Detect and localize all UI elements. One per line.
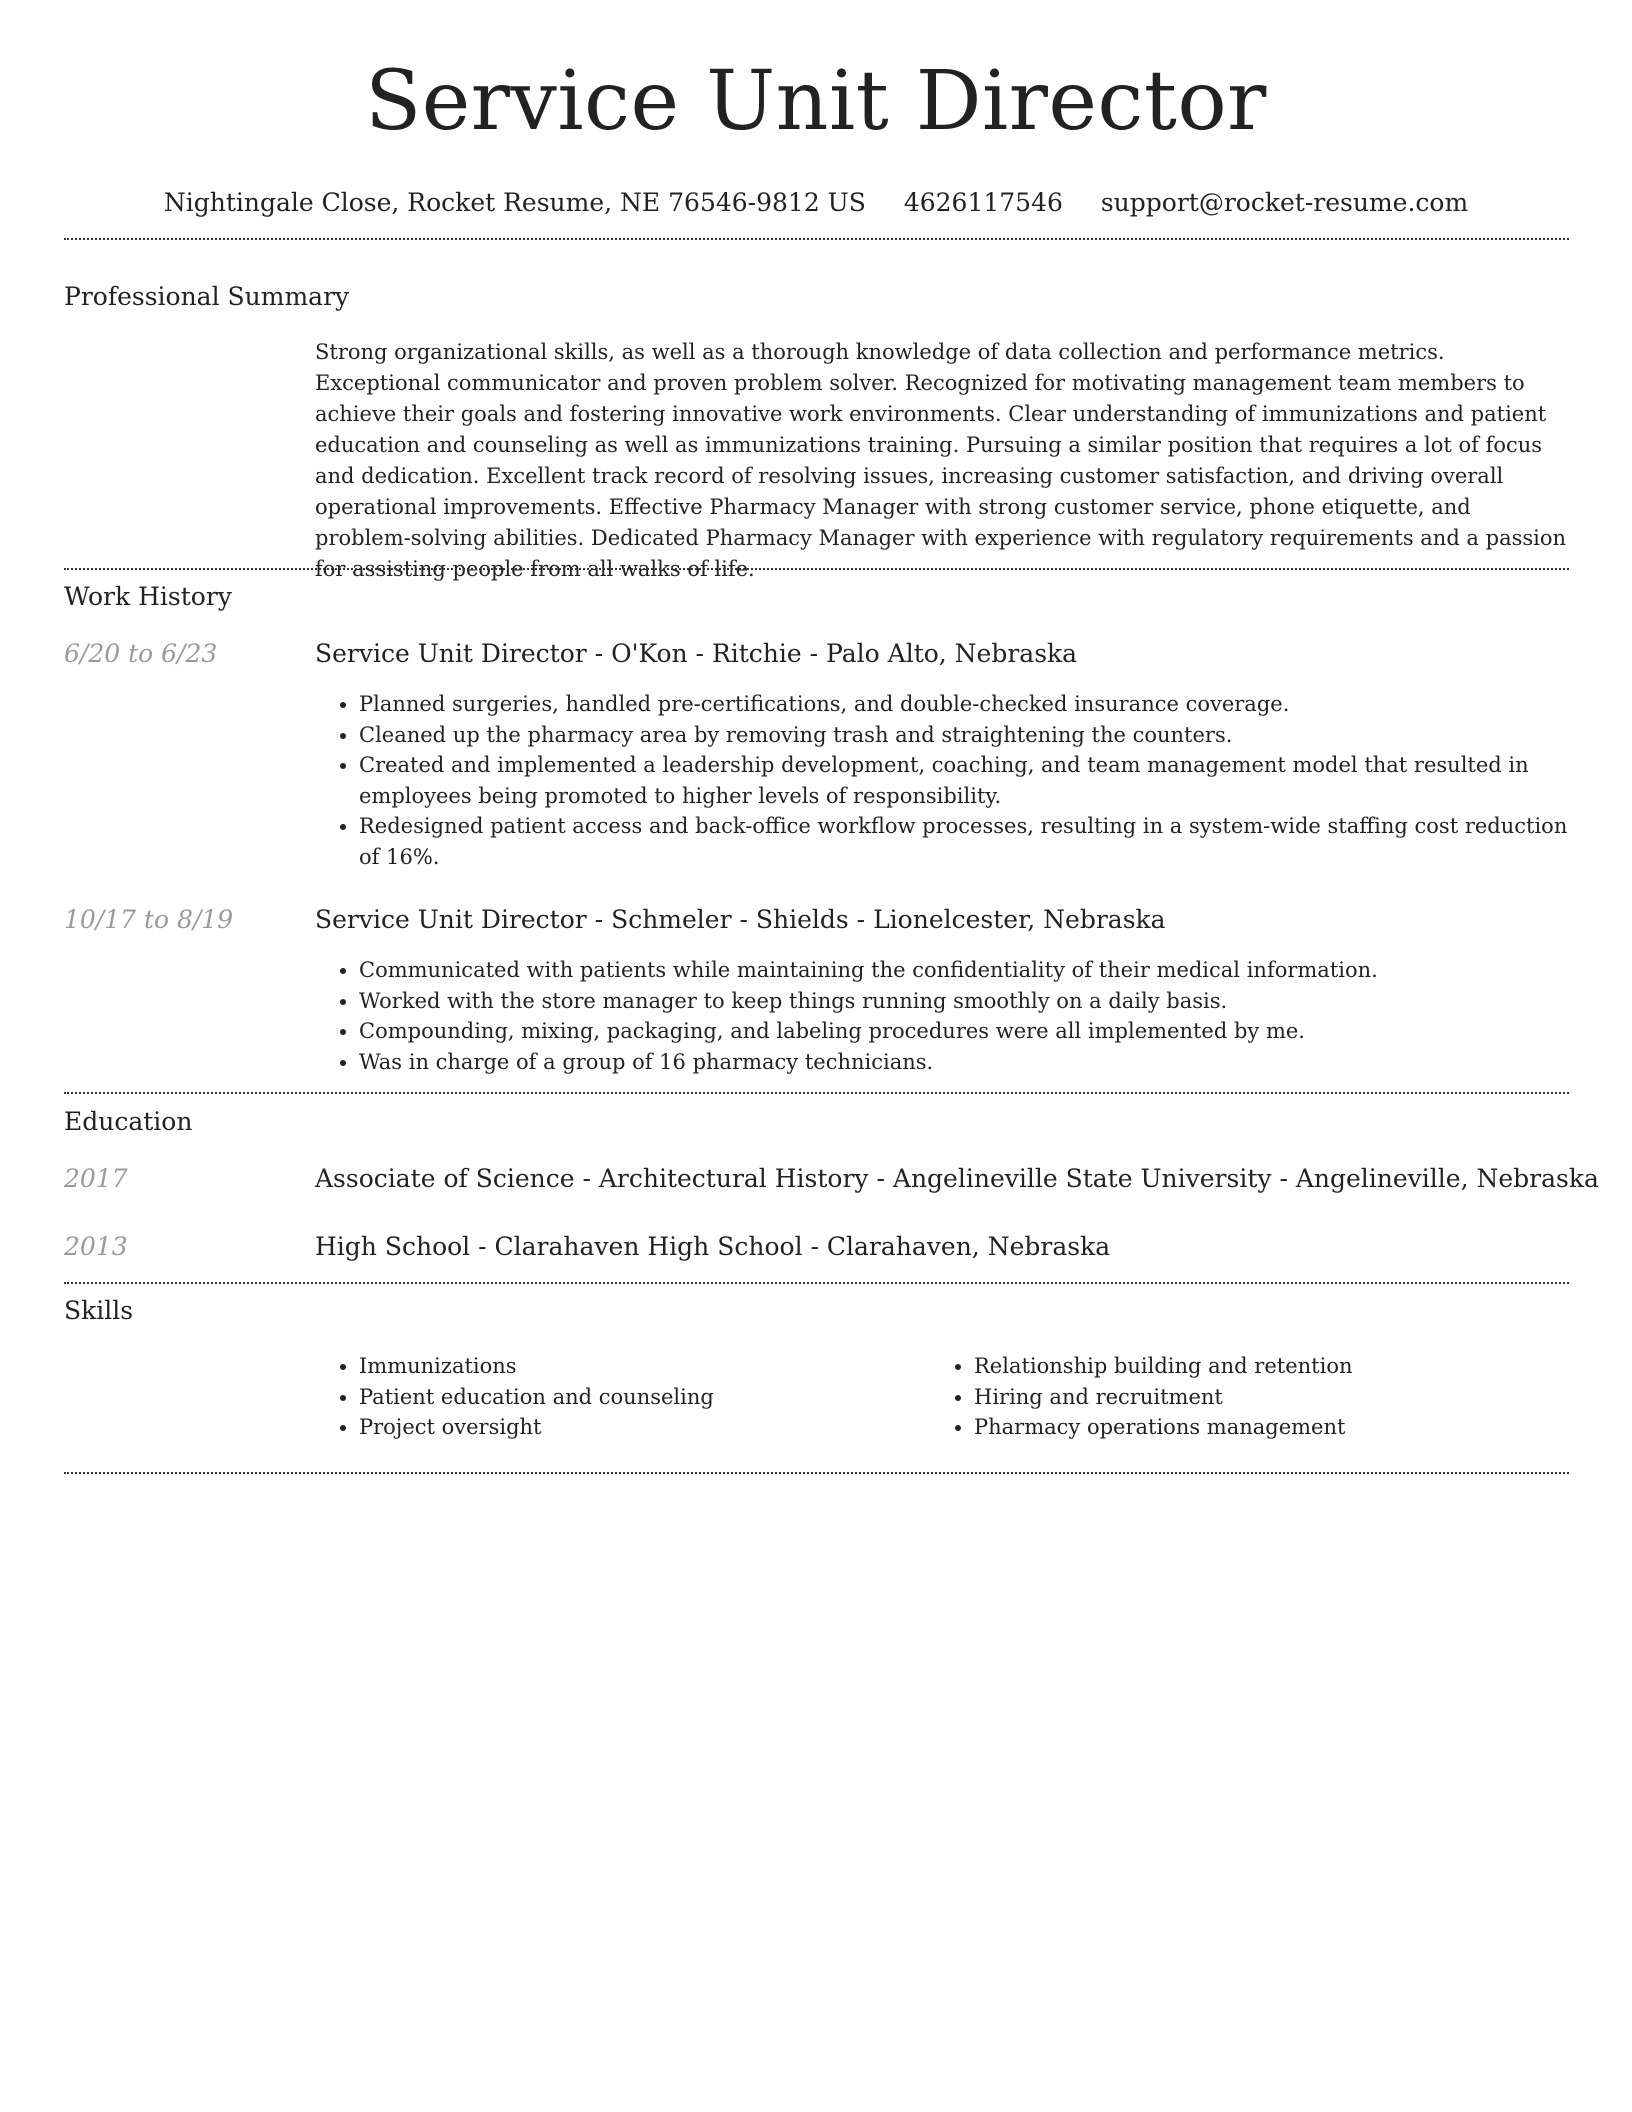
education-details: - Angelineville State University - Angelineville, Nebraska bbox=[868, 1164, 1599, 1193]
education-title bbox=[315, 1232, 1110, 1262]
education-degree: High School bbox=[315, 1232, 471, 1261]
list-item: • Compounding, mixing, packaging, and labeling procedures were all implemented by me. bbox=[359, 1016, 1569, 1047]
job-details: - O'Kon - Ritchie - Palo Alto, Nebraska bbox=[586, 639, 1078, 668]
divider bbox=[64, 1092, 1569, 1094]
skill-item: • Project oversight bbox=[359, 1412, 974, 1443]
list-item: • Redesigned patient access and back-office workflow processes, resulting in a system-wide staffing cost reduction of 16%. bbox=[359, 811, 1569, 872]
list-item: • Worked with the store manager to keep things running smoothly on a daily basis. bbox=[359, 986, 1569, 1017]
list-item: • Was in charge of a group of 16 pharmacy technicians. bbox=[359, 1047, 1569, 1078]
contact-line bbox=[0, 188, 1632, 218]
job-dates: 10/17 to 8/19 bbox=[64, 905, 234, 934]
job-bullets bbox=[315, 689, 1569, 872]
contact-address: Nightingale Close, Rocket Resume, NE 76546-9812 US bbox=[163, 188, 866, 217]
education-details: - Clarahaven High School - Clarahaven, Nebraska bbox=[470, 1232, 1111, 1261]
section-title-summary: Professional Summary bbox=[64, 282, 350, 311]
education-year: 2013 bbox=[64, 1232, 128, 1261]
section-title-education: Education bbox=[64, 1107, 193, 1136]
job-dates: 6/20 to 6/23 bbox=[64, 639, 218, 668]
skill-item: • Pharmacy operations management bbox=[974, 1412, 1574, 1443]
skills-list-right bbox=[930, 1351, 1574, 1443]
candidate-name: Service Unit Director bbox=[365, 54, 1267, 149]
divider bbox=[64, 238, 1569, 240]
list-item: • Created and implemented a leadership development, coaching, and team management model that resulted in employees being promoted to higher levels of responsibility. bbox=[359, 750, 1569, 811]
divider bbox=[64, 1472, 1569, 1474]
contact-email: support@rocket-resume.com bbox=[1100, 188, 1469, 217]
divider bbox=[64, 1282, 1569, 1284]
contact-phone: 4626117546 bbox=[903, 188, 1063, 217]
list-item: • Planned surgeries, handled pre-certifications, and double-checked insurance coverage. bbox=[359, 689, 1569, 720]
education-year: 2017 bbox=[64, 1164, 128, 1193]
job-title bbox=[315, 905, 1166, 935]
job-title bbox=[315, 639, 1077, 669]
job-details: - Schmeler - Shields - Lionelcester, Nebraska bbox=[586, 905, 1166, 934]
summary-text: Strong organizational skills, as well as a thorough knowledge of data collection and performance metrics. Exceptional communicator and proven problem solver. Recognized for motivating management team members to achieve their goals and fostering innovative work environments. Clear understanding of immunizations and patient education and counseling as well as immunizations training. Pursuing a similar position that requires a lot of focus and dedication. Excellent track record of resolving issues, increasing customer satisfaction, and driving overall operational improvements. Effective Pharmacy Manager with strong customer service, phone etiquette, and problem-solving abilities. Dedicated Pharmacy Manager with experience with regulatory requirements and a passion for assisting people from all walks of life. bbox=[315, 340, 1567, 581]
section-title-skills: Skills bbox=[64, 1296, 134, 1325]
list-item: • Cleaned up the pharmacy area by removing trash and straightening the counters. bbox=[359, 720, 1569, 751]
skill-item: • Hiring and recruitment bbox=[974, 1382, 1574, 1413]
job-bullets bbox=[315, 955, 1569, 1077]
list-item: • Communicated with patients while maintaining the confidentiality of their medical information. bbox=[359, 955, 1569, 986]
divider bbox=[64, 568, 1569, 570]
section-title-work: Work History bbox=[64, 582, 232, 611]
job-role: Service Unit Director bbox=[315, 639, 587, 668]
skill-item: • Patient education and counseling bbox=[359, 1382, 974, 1413]
skill-item: • Relationship building and retention bbox=[974, 1351, 1574, 1382]
education-title bbox=[315, 1164, 1599, 1194]
skill-item: • Immunizations bbox=[359, 1351, 974, 1382]
education-degree: Associate of Science - Architectural History bbox=[315, 1164, 869, 1193]
job-role: Service Unit Director bbox=[315, 905, 587, 934]
skills-list-left bbox=[315, 1351, 974, 1443]
